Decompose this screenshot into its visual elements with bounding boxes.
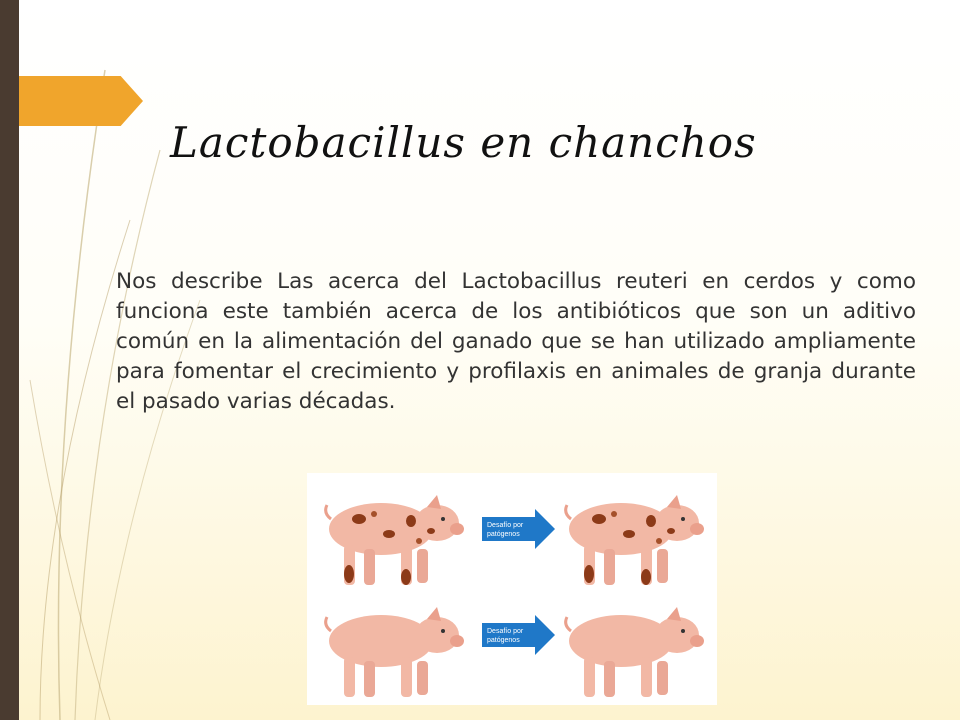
pig-sick-right	[566, 495, 704, 585]
orange-title-tab	[19, 76, 143, 126]
pig-sick-left	[326, 495, 464, 585]
arrow-bottom-icon	[482, 615, 555, 655]
arrow-top-icon	[482, 509, 555, 549]
arrow-top-label-1: Desafío por	[487, 522, 524, 529]
arrow-bottom-label-2: patógenos	[487, 637, 520, 644]
slide-body-text: Nos describe Las acerca del Lactobacillus reuteri en cerdos y como funciona este también acerca de los antibióticos que son un aditivo común en la alimentación del ganado que se han utilizado ampliamente para fomentar el crecimiento y profilaxis en animales de granja durante el pasado varias décadas.	[116, 269, 916, 414]
arrow-bottom-label-1: Desafío por	[487, 628, 524, 635]
pig-illustration	[307, 473, 717, 705]
arrow-top-label-2: patógenos	[487, 531, 520, 538]
slide-title: Lactobacillus en chanchos	[170, 118, 757, 167]
pig-comparison-figure	[307, 473, 717, 705]
pig-healthy-right	[566, 607, 704, 697]
pig-healthy-left	[326, 607, 464, 697]
